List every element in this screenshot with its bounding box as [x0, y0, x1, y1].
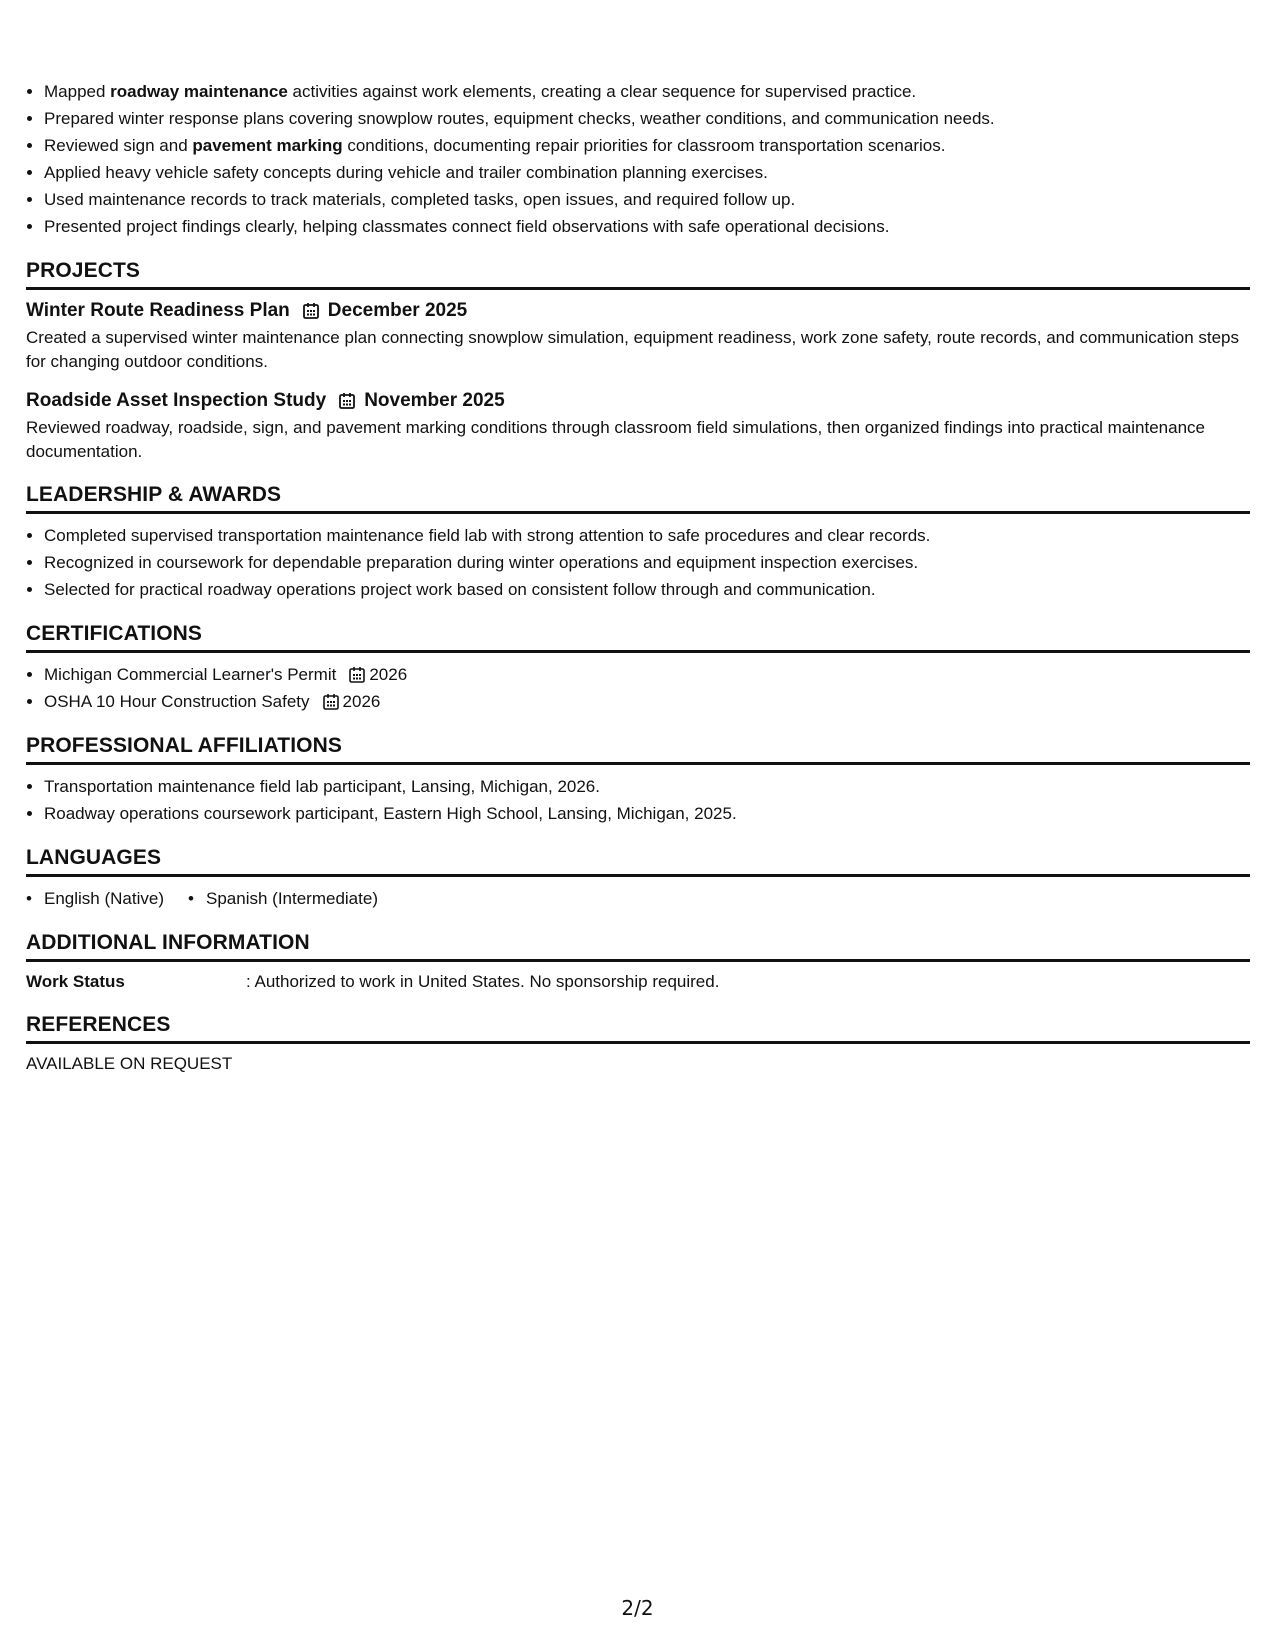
project-description: Reviewed roadway, roadside, sign, and pavement marking conditions through classroom field simulations, then organized findings into practical maintenance documentation.	[26, 418, 1206, 461]
additional-section	[26, 931, 1250, 994]
experience-bullet: • Mapped roadway maintenance activities against work elements, creating a clear sequence for supervised practice.	[44, 78, 1250, 105]
section-title-affiliations: PROFESSIONAL AFFILIATIONS	[26, 734, 1250, 765]
work-status-row	[26, 970, 1250, 994]
leadership-list	[26, 522, 1250, 603]
project-item	[26, 298, 1250, 374]
leadership-item: • Recognized in coursework for dependable preparation during winter operations and equipment inspection exercises.	[44, 549, 1250, 576]
section-title-leadership: LEADERSHIP & AWARDS	[26, 483, 1250, 514]
languages-section	[26, 846, 1250, 912]
projects-section	[26, 259, 1250, 464]
experience-bullet-list	[26, 78, 1250, 240]
certification-year: 2026	[369, 665, 408, 684]
experience-bullet: • Prepared winter response plans covering snowplow routes, equipment checks, weather conditions, and communication needs.	[44, 105, 1250, 132]
section-title-languages: LANGUAGES	[26, 846, 1250, 877]
work-status-label: Work Status	[26, 972, 125, 991]
experience-bullet: • Reviewed sign and pavement marking conditions, documenting repair priorities for classroom transportation scenarios.	[44, 132, 1250, 159]
experience-bullet: • Presented project findings clearly, helping classmates connect field observations with safe operational decisions.	[44, 213, 1250, 240]
affiliation-item: • Roadway operations coursework participant, Eastern High School, Lansing, Michigan, 2025.	[44, 800, 1250, 827]
resume-page	[26, 78, 1250, 1076]
certification-item	[44, 688, 1250, 715]
certification-name: • Michigan Commercial Learner's Permit	[44, 665, 337, 684]
certifications-list	[26, 661, 1250, 715]
leadership-item: • Completed supervised transportation maintenance field lab with strong attention to safe procedures and clear records.	[44, 522, 1250, 549]
certification-year: 2026	[342, 692, 381, 711]
section-title-certifications: CERTIFICATIONS	[26, 622, 1250, 653]
work-status-value: : Authorized to work in United States. No sponsorship required.	[246, 972, 720, 991]
certification-item	[44, 661, 1250, 688]
project-header	[26, 388, 1250, 414]
experience-bullet: • Applied heavy vehicle safety concepts during vehicle and trailer combination planning exercises.	[44, 159, 1250, 186]
calendar-icon	[322, 693, 340, 711]
references-text: AVAILABLE ON REQUEST	[26, 1054, 233, 1073]
project-date: November 2025	[364, 390, 505, 411]
section-title-projects: PROJECTS	[26, 259, 1250, 290]
project-name: Winter Route Readiness Plan	[26, 300, 290, 321]
certifications-section	[26, 622, 1250, 715]
leadership-section	[26, 483, 1250, 603]
affiliation-item: • Transportation maintenance field lab participant, Lansing, Michigan, 2026.	[44, 773, 1250, 800]
project-item	[26, 388, 1250, 464]
affiliations-list	[26, 773, 1250, 827]
calendar-icon	[302, 302, 320, 320]
affiliations-section	[26, 734, 1250, 827]
experience-bullet: • Used maintenance records to track materials, completed tasks, open issues, and required follow up.	[44, 186, 1250, 213]
calendar-icon	[338, 392, 356, 410]
calendar-icon	[348, 666, 366, 684]
leadership-item: • Selected for practical roadway operations project work based on consistent follow through and communication.	[44, 576, 1250, 603]
section-title-references: REFERENCES	[26, 1013, 1250, 1044]
certification-name: • OSHA 10 Hour Construction Safety	[44, 692, 310, 711]
project-header	[26, 298, 1250, 324]
language-item: • Spanish (Intermediate)	[188, 885, 378, 912]
project-name: Roadside Asset Inspection Study	[26, 390, 327, 411]
references-section	[26, 1013, 1250, 1076]
page-number: 2/2	[621, 1596, 654, 1620]
project-description: Created a supervised winter maintenance plan connecting snowplow simulation, equipment readiness, work zone safety, route records, and communication steps for changing outdoor conditions.	[26, 328, 1240, 371]
section-title-additional: ADDITIONAL INFORMATION	[26, 931, 1250, 962]
languages-list	[26, 885, 1250, 912]
project-date: December 2025	[327, 300, 468, 321]
language-item: • English (Native)	[26, 885, 164, 912]
